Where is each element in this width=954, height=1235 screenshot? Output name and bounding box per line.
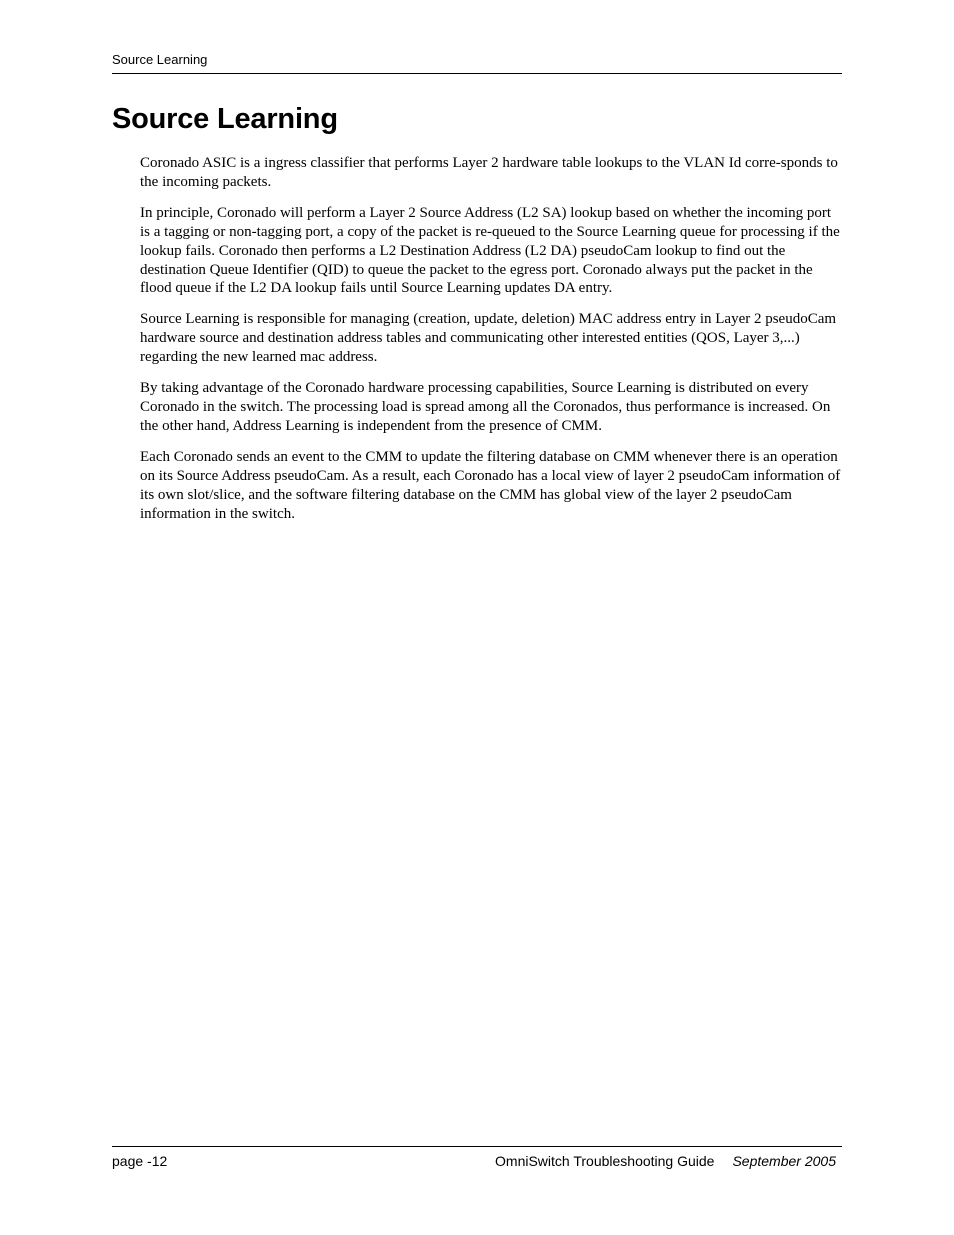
page-number: page -12 xyxy=(112,1153,168,1169)
page-title: Source Learning xyxy=(112,103,338,135)
paragraph-3: Source Learning is responsible for managing (creation, update, deletion) MAC address entry in Layer 2 pseudoCam hardware source and destination address tables and communicating other interested entities (QOS, Layer 3,...) regarding the new learned mac address. xyxy=(140,311,837,366)
body-text xyxy=(140,154,842,535)
paragraph-4: By taking advantage of the Coronado hardware processing capabilities, Source Learning is distributed on every Coronado in the switch. The processing load is spread among all the Coronados, thus performance is increased. On the other hand, Address Learning is independent from the presence of CMM. xyxy=(140,380,831,434)
paragraph-5: Each Coronado sends an event to the CMM to update the filtering database on CMM whenever there is an operation on its Source Address pseudoCam. As a result, each Coronado has a local view of layer 2 pseudoCam information of its own slot/slice, and the software filtering database on the CMM has global view of the layer 2 pseudoCam information in the switch. xyxy=(140,448,841,522)
paragraph-1: Coronado ASIC is a ingress classifier that performs Layer 2 hardware table lookups to the VLAN Id corre-sponds to the incoming packets. xyxy=(140,155,838,190)
footer-info xyxy=(495,1151,836,1171)
footer-rule xyxy=(112,1146,842,1147)
header-rule xyxy=(112,73,842,74)
publication-date: September 2005 xyxy=(732,1153,836,1169)
guide-title: OmniSwitch Troubleshooting Guide xyxy=(495,1153,715,1169)
paragraph-2: In principle, Coronado will perform a Layer 2 Source Address (L2 SA) lookup based on whether the incoming port is a tagging or non-tagging port, a copy of the packet is re-queued to the Source Learning queue for processing if the lookup fails. Coronado then performs a L2 Destination Address (L2 DA) pseudoCam lookup to find out the destination Queue Identifier (QID) to queue the packet to the egress port. Coronado always put the packet in the flood queue if the L2 DA lookup fails until Source Learning updates DA entry. xyxy=(140,204,840,297)
running-header: Source Learning xyxy=(112,52,208,67)
